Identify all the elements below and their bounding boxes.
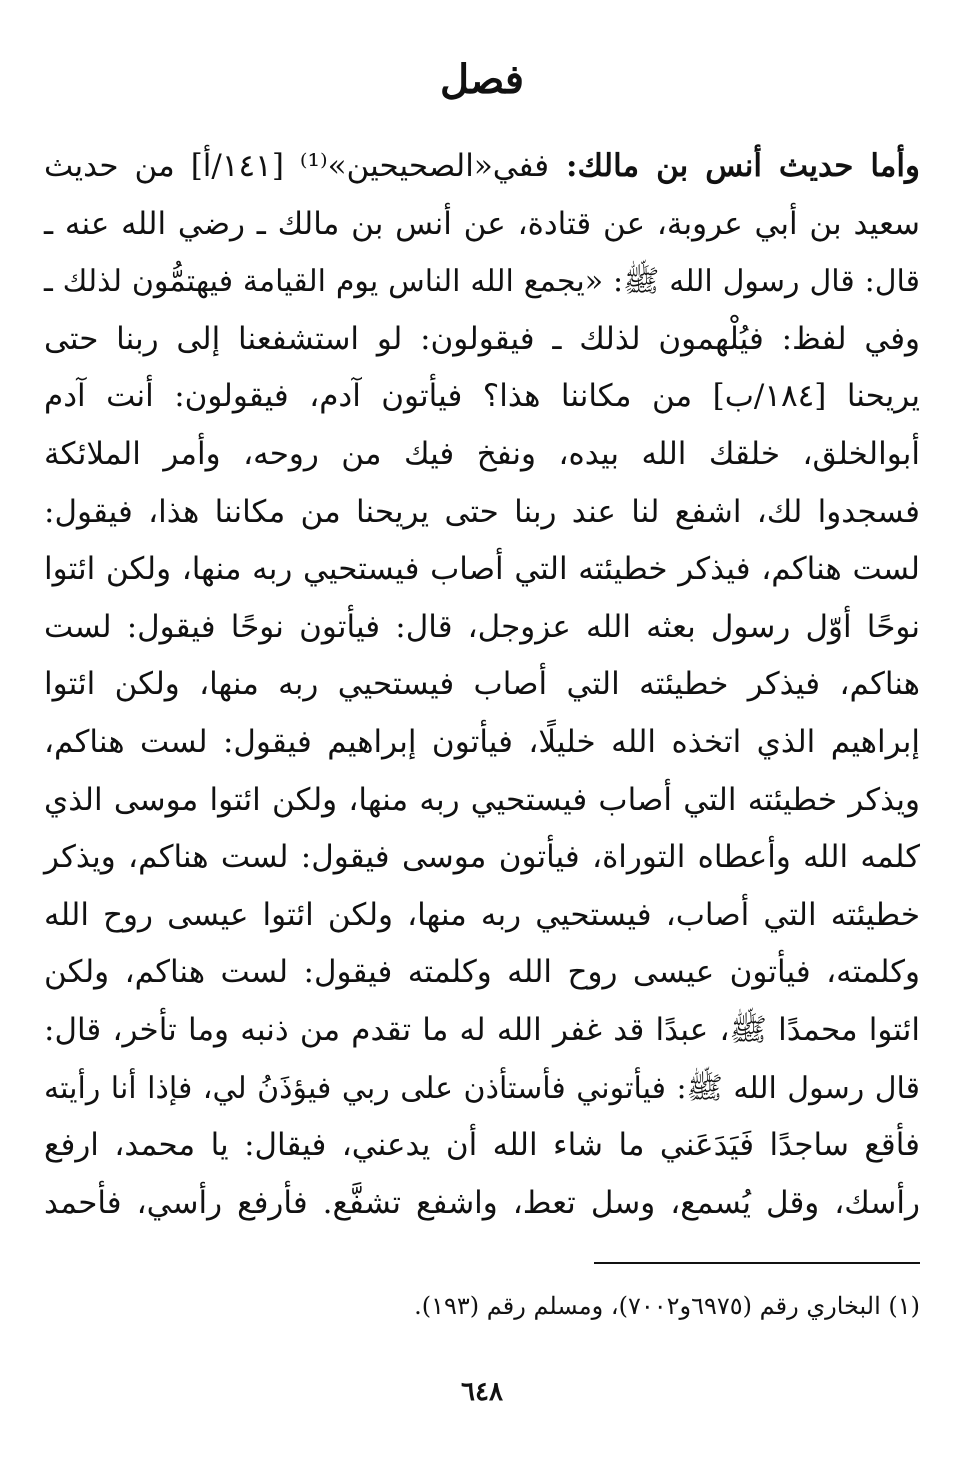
text-line [44,138,920,196]
line-text: فأقع ساجدًا فَيَدَعَني ما شاء الله أن يدعني، فيقال: يا محمد، ارفع [44,1127,920,1164]
line-text: نوحًا أوّل رسول بعثه الله عزوجل، قال: فيأتون نوحًا فيقول: لست [44,608,920,645]
text-line [44,1002,920,1060]
text-line [44,1060,920,1118]
text-line [44,484,920,542]
text-line [44,426,920,484]
text-line [44,714,920,772]
text-line [44,829,920,887]
body-text [44,138,920,1232]
line-text: وكلمته، فيأتون عيسى روح الله وكلمته فيقول: لست هناكم، ولكن [44,954,920,991]
line-text: قال رسول الله ﷺ: فيأتوني فأستأذن على ربي فيؤذَنُ لي، فإذا أنا رأيته [44,1070,920,1106]
text-line [44,944,920,1002]
line-text: فسجدوا لك، اشفع لنا عند ربنا حتى يريحنا من مكاننا هذا، فيقول: [44,493,920,530]
text-line [44,196,920,254]
text-line [44,311,920,369]
line-text: هناكم، فيذكر خطيئته التي أصاب فيستحيي ربه منها، ولكن ائتوا [44,666,920,703]
line-text: أبوالخلق، خلقك الله بيده، ونفخ فيك من روحه، وأمر الملائكة [44,435,920,472]
line-text: ويذكر خطيئته التي أصاب فيستحيي ربه منها، ولكن ائتوا موسى الذي [44,781,920,818]
footnote: (١) البخاري رقم (٦٩٧٥و٧٠٠٢)، ومسلم رقم (١٩٣). [414,1292,920,1320]
footnote-divider [594,1262,920,1264]
line-text: سعيد بن أبي عروبة، عن قتادة، عن أنس بن مالك ـ رضي الله عنه ـ [44,205,920,242]
section-heading: فصل [439,56,525,103]
page-number: ٦٤٨ [461,1377,503,1407]
line-text: ائتوا محمدًا ﷺ، عبدًا قد غفر الله له ما تقدم من ذنبه وما تأخر، قال: [44,1011,920,1048]
text-line [44,1175,920,1233]
line-text: قال: قال رسول الله ﷺ: «يجمع الله الناس يوم القيامة فيهتمُّون لذلك ـ [44,264,920,300]
text-line [44,1117,920,1175]
text-line [44,772,920,830]
line-text: خطيئته التي أصاب، فيستحيي ربه منها، ولكن ائتوا عيسى روح الله [44,896,920,933]
text-line [44,887,920,945]
line-text: ففي«الصحيحين»⁽¹⁾ [١٤١/أ] من حديث [44,148,550,184]
line-text: لست هناكم، فيذكر خطيئته التي أصاب فيستحيي ربه منها، ولكن ائتوا [44,551,920,588]
line-text: رأسك، وقل يُسمع، وسل تعط، واشفع تشفَّع. فأرفع رأسي، فأحمد [44,1184,920,1221]
text-line [44,368,920,426]
text-line [44,541,920,599]
text-line [44,253,920,311]
text-line [44,656,920,714]
line-text: كلمه الله وأعطاه التوراة، فيأتون موسى فيقول: لست هناكم، ويذكر [44,839,920,876]
line-text: إبراهيم الذي اتخذه الله خليلًا، فيأتون إبراهيم فيقول: لست هناكم، [44,723,920,760]
line-text: يريحنا [١٨٤/ب] من مكاننا هذا؟ فيأتون آدم، فيقولون: أنت آدم [44,378,921,415]
text-line [44,599,920,657]
line-lead: وأما حديث أنس بن مالك: [549,148,920,184]
line-text: وفي لفظ: فيُلْهمون لذلك ـ فيقولون: لو استشفعنا إلى ربنا حتى [44,320,920,357]
